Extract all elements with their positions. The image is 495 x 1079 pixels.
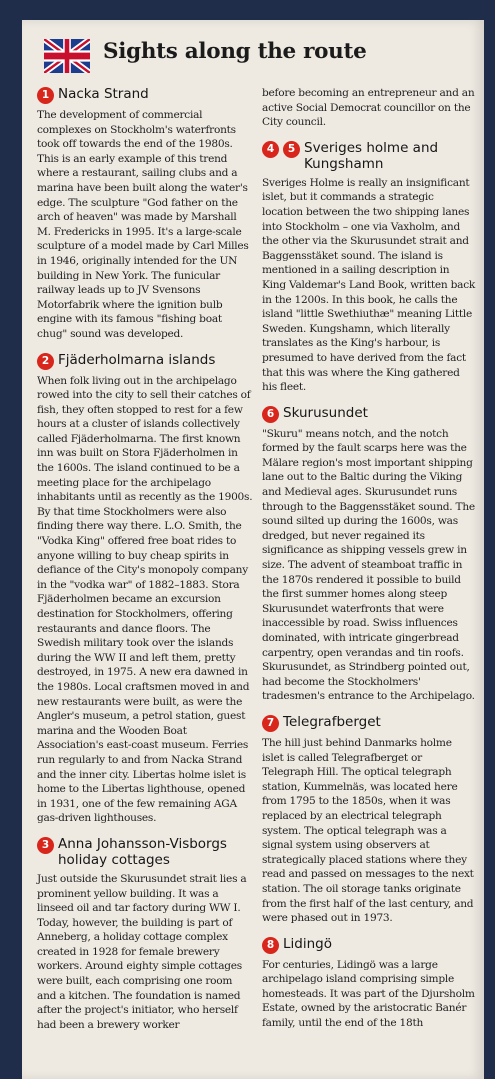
section-heading bbox=[262, 405, 476, 423]
section-body: "Skuru" means notch, and the notch formed by the fault scarps here was the Mälare region's most important shipping lane out to the Baltic during the Viking and Medieval ages. Skurusundet runs through to the Baggensstäket sound. The sound silted up during the 1600s, was dredged, but never regained its significance as shipping vessels grew in size. The advent of steamboat traffic in the 1870s rendered it possible to build the first summer homes along steep Skurusundet waterfronts that were inaccessible by road. Swiss influences dominated, with intricate gingerbread carpentry, open verandas and tin roofs. Skurusundet, as Strindberg pointed out, had become the Stockholmers' tradesmen's entrance to the Archipelago. bbox=[262, 427, 475, 703]
number-badge: 5 bbox=[283, 141, 300, 158]
guide-page bbox=[22, 20, 484, 1079]
section-body: The hill just behind Danmarks holme islet is called Telegrafberget or Telegraph Hill. The optical telegraph station, Kummelnäs, was located here from 1795 to the 1850s, when it was replaced by an electrical telegraph system. The optical telegraph was a signal system using observers at strategically placed stations where they read and passed on messages to the next station. The oil storage tanks originate from the first half of the last century, and were phased out in 1973. bbox=[262, 736, 474, 925]
page-header bbox=[44, 38, 474, 78]
right-column bbox=[262, 86, 476, 1031]
number-badge: 4 bbox=[262, 141, 279, 158]
section-body: For centuries, Lidingö was a large archipelago island comprising simple homesteads. It was part of the Djursholm Estate, owned by the aristocratic Banér family, until the end of the 18th bbox=[262, 958, 475, 1030]
section-title: Telegrafberget bbox=[283, 713, 381, 730]
number-badge: 3 bbox=[37, 837, 54, 854]
section-title: Skurusundet bbox=[283, 404, 368, 421]
page-title: Sights along the route bbox=[103, 39, 367, 64]
section-heading bbox=[37, 86, 253, 104]
section-heading bbox=[262, 714, 476, 732]
section-body: Sveriges Holme is really an insignificant islet, but it commands a strategic location between the two shipping lanes into Stockholm – one via Vaxholm, and the other via the Skurusundet strait and Baggensstäket sound. The island is mentioned in a sailing description in King Valdemar's Land Book, written back in the 1200s. In this book, he calls the island "little Swethiuthæ" meaning Little Sweden. Kungshamn, which literally translates as the King's harbour, is presumed to have derived from the fact that this was where the King gathered his fleet. bbox=[262, 176, 476, 394]
section-title: Fjäderholmarna islands bbox=[58, 351, 216, 368]
section-heading bbox=[37, 836, 253, 868]
number-badge: 2 bbox=[37, 353, 54, 370]
section-title: Lidingö bbox=[283, 935, 332, 952]
left-column bbox=[37, 86, 253, 1032]
section-title: Sveriges holme and Kungshamn bbox=[304, 139, 439, 172]
number-badge: 1 bbox=[37, 87, 54, 104]
continued-text: before becoming an entrepreneur and an active Social Democrat councillor on the City council. bbox=[262, 87, 475, 129]
number-badge: 8 bbox=[262, 937, 279, 954]
section-body: The development of commercial complexes on Stockholm's waterfronts took off towards the end of the 1980s. This is an early example of this trend where a restaurant, sailing clubs and a marina have been built along the water's edge. The sculpture "God father on the arch of heaven" was made by Marshall M. Fredericks in 1995. It's a large-scale sculpture of a model made by Carl Milles in 1946, originally intended for the UN building in New York. The funicular railway leads up to JV Svensons Motorfabrik where the ignition bulb engine with its famous "fishing boat chug" sound was developed. bbox=[37, 109, 249, 340]
section-heading bbox=[262, 140, 476, 172]
number-badge: 7 bbox=[262, 715, 279, 732]
section-title: Nacka Strand bbox=[58, 86, 149, 102]
section-body: When folk living out in the archipelago rowed into the city to sell their catches of fish, they often stopped to rest for a few hours at a cluster of islands collectively called Fjäderholmarna. The first known inn was built on Stora Fjäderholmen in the 1600s. The island continued to be a meeting place for the archipelago inhabitants until as recently as the 1900s. By that time Stockholmers were also finding there way there. L.O. Smith, the "Vodka King" offered free boat rides to anyone willing to buy cheap spirits in defiance of the City's monopoly company in the "vodka war" of 1882–1883. Stora Fjäderholmen became an excursion destination for Stockholmers, offering restaurants and dance floors. The Swedish military took over the islands during the WW II and left them, pretty destroyed, in 1975. A new era dawned in the 1980s. Local craftsmen moved in and new restaurants were built, as were the Angler's museum, a petrol station, guest marina and the Wooden Boat Association's east-coast museum. Ferries run regularly to and from Nacka Strand and the inner city. Libertas holme islet is home to the Libertas lighthouse, opened in 1931, one of the few remaining AGA gas-driven lighthouses. bbox=[37, 374, 253, 825]
uk-flag-icon bbox=[44, 39, 90, 73]
section-body: Just outside the Skurusundet strait lies a prominent yellow building. It was a linseed oil and tar factory during WW I. Today, however, the building is part of Anneberg, a holiday cottage complex created in 1928 for female brewery workers. Around eighty simple cottages were built, each comprising one room and a kitchen. The foundation is named after the project's initiator, who herself had been a brewery worker bbox=[37, 872, 247, 1031]
section-title: Anna Johansson-Visborgs holiday cottages bbox=[58, 835, 227, 868]
section-heading bbox=[262, 936, 476, 954]
number-badge: 6 bbox=[262, 406, 279, 423]
section-heading bbox=[37, 352, 253, 370]
